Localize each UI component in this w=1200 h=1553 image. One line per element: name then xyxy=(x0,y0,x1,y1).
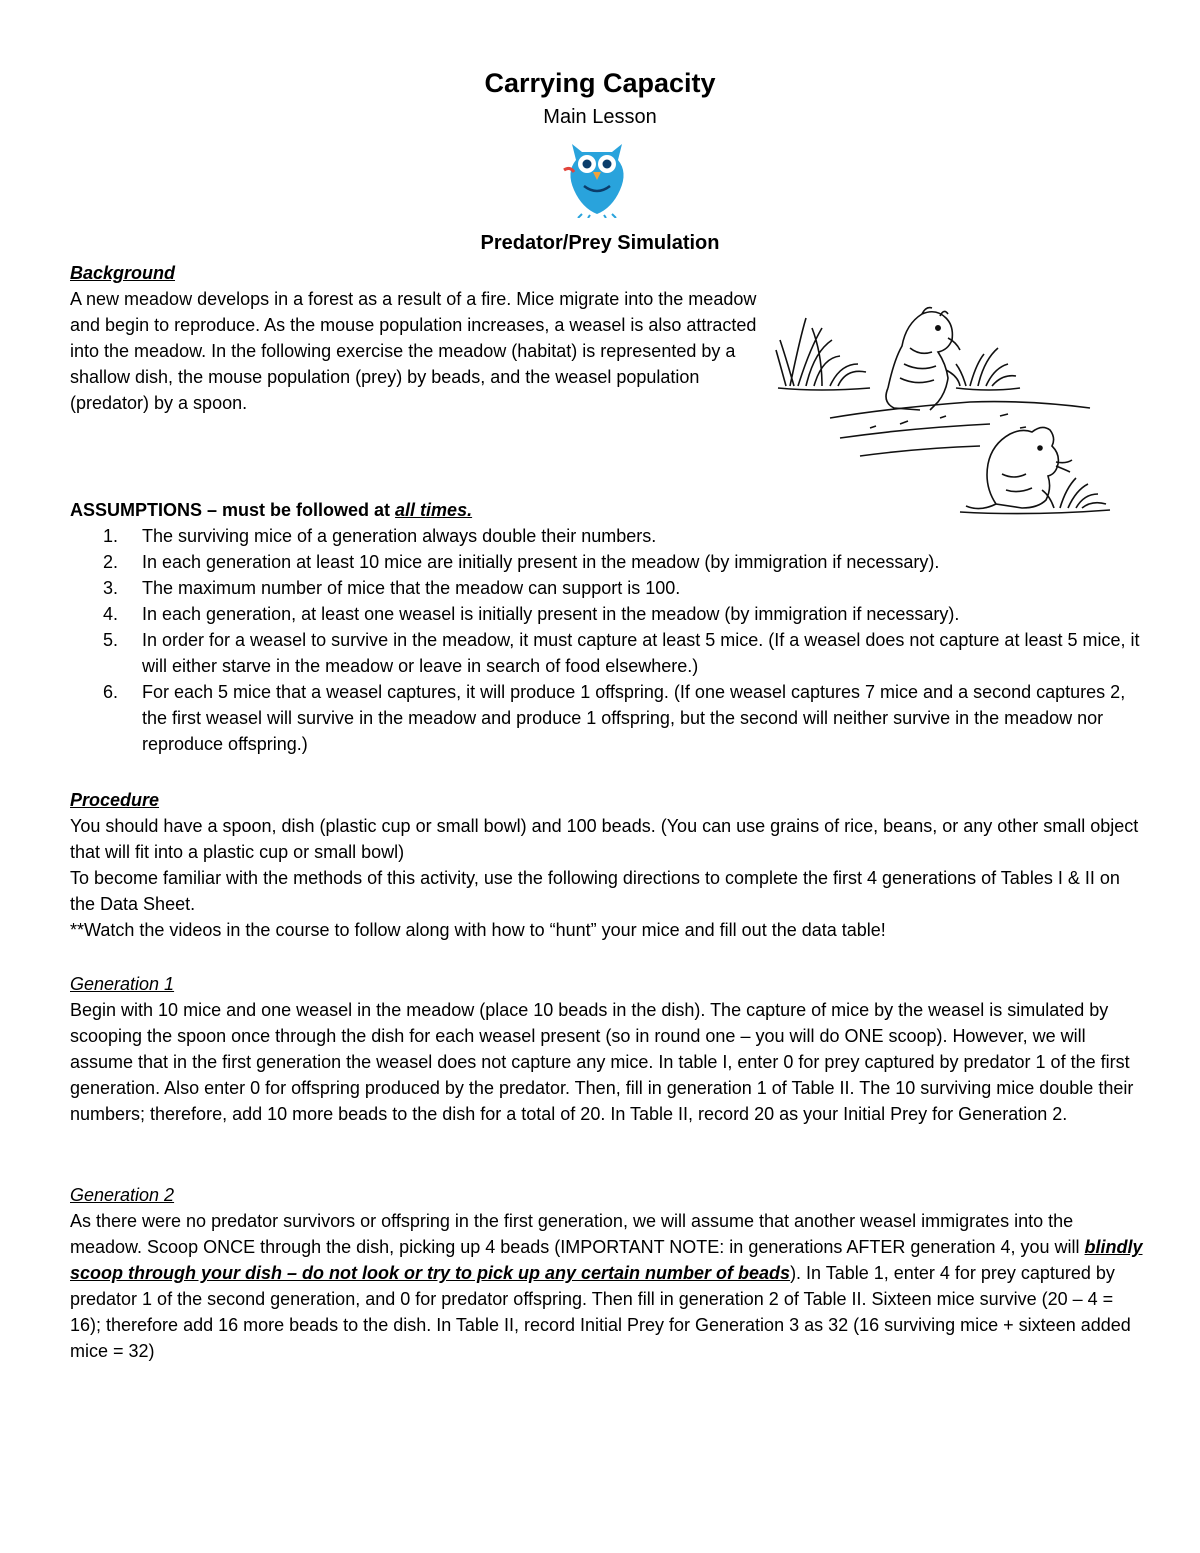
generation-2-important-emphasis: blindly scoop through your dish – do not look or try to pick up any certain number of beads xyxy=(70,1237,1143,1283)
list-item-number: 1. xyxy=(103,526,119,546)
list-item-text: For each 5 mice that a weasel captures, it will produce 1 offspring. (If one weasel captures 7 mice and a second captures 2, the first weasel will survive in the meadow and produce 1 offspring, but the second will neither survive in the meadow nor reproduce offspring.) xyxy=(142,682,1126,754)
generation-2-section xyxy=(70,1182,1145,1364)
list-item-number: 4. xyxy=(103,604,119,624)
procedure-paragraph-1: You should have a spoon, dish (plastic cup or small bowl) and 100 beads. (You can use grains of rice, beans, or any other small object that will fit into a plastic cup or small bowl) xyxy=(70,816,1139,862)
list-item-text: In each generation at least 10 mice are initially present in the meadow (by immigration if necessary). xyxy=(142,552,940,572)
list-item xyxy=(0,627,1140,679)
weasel-and-mouse-illustration-icon xyxy=(770,268,1130,530)
assumptions-section xyxy=(70,497,1140,757)
procedure-paragraph-3: **Watch the videos in the course to follow along with how to “hunt” your mice and fill out the data table! xyxy=(70,920,886,940)
procedure-paragraph-2: To become familiar with the methods of this activity, use the following directions to complete the first 4 generations of Tables I & II on the Data Sheet. xyxy=(70,868,1120,914)
assumptions-heading-emph: all times. xyxy=(395,500,473,520)
list-item-text: In each generation, at least one weasel is initially present in the meadow (by immigration if necessary). xyxy=(142,604,960,624)
assumptions-heading-prefix: ASSUMPTIONS – must be followed at xyxy=(70,500,396,520)
generation-2-heading: Generation 2 xyxy=(70,1185,175,1205)
procedure-section xyxy=(70,787,1140,943)
generation-2-text-b: ). In Table 1, enter 4 for prey captured by predator 1 of the second generation, and 0 for predator offspring. Then fill in generation 2 of Table II. Sixteen mice survive (20 – 4 = 16); therefore add 16 more beads to the dish. In Table II, record Initial Prey for Generation 3 as 32 (16 surviving mice + sixteen added mice = 32) xyxy=(70,1263,1131,1361)
assumptions-list xyxy=(70,523,1140,757)
procedure-heading: Procedure xyxy=(70,790,160,810)
list-item xyxy=(0,575,1140,601)
list-item-number: 6. xyxy=(103,682,119,702)
generation-2-text xyxy=(70,1208,1145,1364)
background-text: A new meadow develops in a forest as a result of a fire. Mice migrate into the meadow and begin to reproduce. As the mouse population increases, a weasel is also attracted into the meadow. In the following exercise the meadow (habitat) is represented by a shallow dish, the mouse population (prey) by beads, and the weasel population (predator) by a spoon. xyxy=(70,289,757,413)
list-item xyxy=(0,523,1140,549)
document-title: Carrying Capacity xyxy=(484,68,716,98)
document-subtitle: Main Lesson xyxy=(543,106,657,128)
background-heading: Background xyxy=(70,263,176,283)
list-item-number: 2. xyxy=(103,552,119,572)
section-title: Predator/Prey Simulation xyxy=(480,232,720,254)
list-item-number: 3. xyxy=(103,578,119,598)
list-item-number: 5. xyxy=(103,630,119,650)
generation-1-text: Begin with 10 mice and one weasel in the meadow (place 10 beads in the dish). The capture of mice by the weasel is simulated by scooping the spoon once through the dish for each weasel present (so in round one – you will do ONE scoop). However, we will assume that in the first generation the weasel does not capture any mice. In table I, enter 0 for prey captured by predator 1 of the first generation. Also enter 0 for offspring produced by the predator. Then, fill in generation 1 of Table II. The 10 surviving mice double their numbers; therefore, add 10 more beads to the dish for a total of 20. In Table II, record 20 as your Initial Prey for Generation 2. xyxy=(70,1000,1134,1124)
background-section xyxy=(70,260,760,416)
list-item xyxy=(0,549,1140,575)
owl-logo-icon xyxy=(558,138,636,218)
generation-2-text-a: As there were no predator survivors or offspring in the first generation, we will assume that another weasel immigrates into the meadow. Scoop ONCE through the dish, picking up 4 beads (IMPORTANT NOTE: in generations AFTER generation 4, you will xyxy=(70,1211,1085,1257)
list-item-text: In order for a weasel to survive in the meadow, it must capture at least 5 mice. (If a weasel does not capture at least 5 mice, it will either starve in the meadow or leave in search of food elsewhere.) xyxy=(142,630,1140,676)
generation-1-heading: Generation 1 xyxy=(70,974,175,994)
list-item-text: The maximum number of mice that the meadow can support is 100. xyxy=(142,578,681,598)
list-item xyxy=(0,601,1140,627)
generation-1-section xyxy=(70,971,1145,1127)
assumptions-heading xyxy=(70,497,1140,523)
list-item-text: The surviving mice of a generation always double their numbers. xyxy=(142,526,657,546)
list-item xyxy=(0,679,1140,757)
